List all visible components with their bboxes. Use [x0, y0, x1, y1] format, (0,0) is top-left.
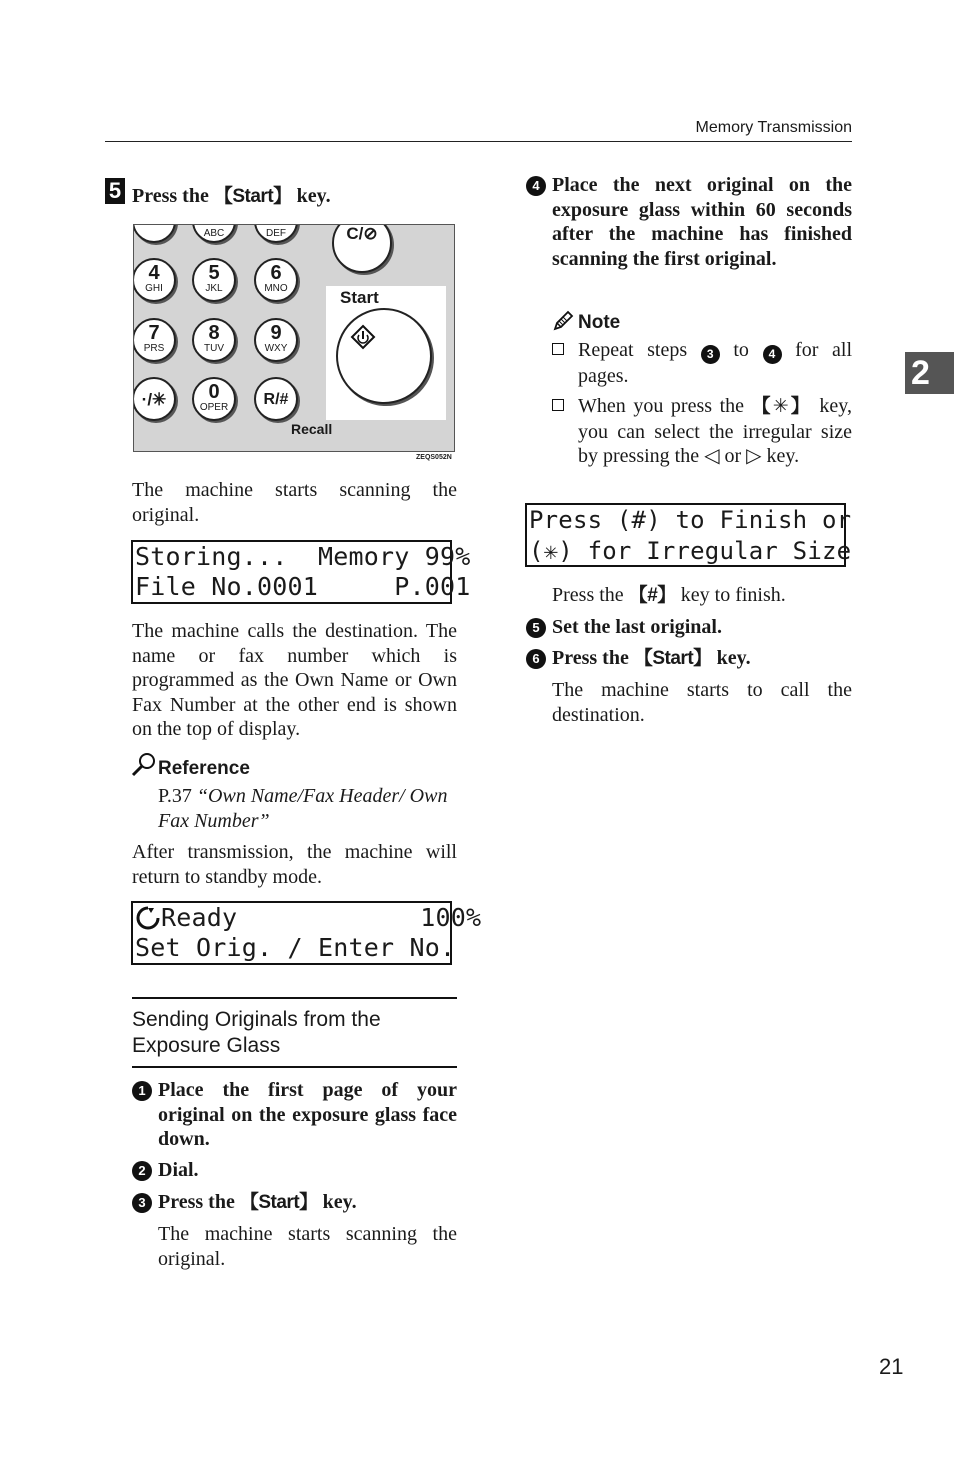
substep-2: 2 Dial. [132, 1158, 457, 1183]
start-diamond-icon [350, 324, 376, 350]
start-button-illustration [336, 308, 432, 404]
substep-1: 1 Place the first page of your original on the exposure glass face down. [132, 1078, 457, 1152]
key-8: 8 TUV [192, 318, 236, 362]
keypad-illustration [133, 224, 455, 452]
start-key-ref: 【Start】 [239, 1192, 318, 1213]
key-7: 7 PRS [133, 318, 176, 362]
chapter-tab: 2 [905, 352, 954, 394]
key-def: DEF [254, 224, 298, 243]
key-clear-stop: C/⊘ [332, 224, 392, 273]
checkbox-bullet-icon [552, 343, 564, 355]
key-partial [133, 224, 176, 243]
reference-link: P.37 “Own Name/Fax Header/ Own Fax Number” [158, 785, 448, 832]
substep-4: 4 Place the next original on the exposure glass within 60 seconds after the machine has finished scanning the first original. [526, 173, 852, 271]
key-6: 6 MNO [254, 258, 298, 302]
lcd-line: (✳) for Irregular Size [529, 537, 852, 565]
paragraph-finish: Press the 【#】 key to finish. [552, 584, 786, 606]
step-number: 6 [526, 649, 546, 669]
lcd-display-finish [525, 503, 852, 567]
lcd-line: Press (#) to Finish or [529, 506, 852, 534]
recall-label: Recall [291, 421, 333, 437]
note-heading: Note [578, 312, 621, 333]
lcd-display-ready [131, 901, 482, 965]
note-bullet-1: Repeat steps 3 to 4 for all pages. [552, 338, 852, 389]
section-rule-bottom [132, 1066, 457, 1068]
left-arrow-key-icon: ◁ [704, 445, 720, 467]
step-number: 4 [526, 176, 546, 196]
key-abc: ABC [192, 224, 236, 243]
start-key-ref: 【Start】 [633, 648, 712, 669]
step-number: 2 [132, 1161, 152, 1181]
magnifier-icon [131, 752, 157, 778]
page-number: 21 [879, 1354, 904, 1379]
substep-3: 3 Press the 【Start】 key. [132, 1190, 457, 1216]
paragraph-scanning: The machine starts scanning the original. [132, 479, 457, 526]
note-bullet-2: When you press the 【✳】 key, you can select the irregular size by pressing the ◁ or ▷ key. [552, 394, 852, 469]
pencil-icon [552, 310, 574, 332]
start-key-ref: 【Start】 [213, 186, 292, 207]
step-number: 5 [526, 618, 546, 638]
lcd-line: Ready 100% [161, 903, 482, 932]
substep-6: 6 Press the 【Start】 key. [526, 646, 852, 672]
section-rule-top [132, 997, 457, 999]
step-number-box: 5 [105, 178, 125, 204]
lcd-line: Set Orig. / Enter No. [135, 933, 456, 962]
section-heading: Sending Originals from the Exposure Glass [132, 1008, 381, 1057]
right-arrow-key-icon: ▷ [746, 445, 762, 467]
key-0: 0 OPER [192, 377, 236, 421]
paragraph-calls-destination: The machine calls the destination. The name or fax number which is programmed as the Own Name or Own Fax Number at the other end is shown on the top of display. [132, 620, 457, 740]
lcd-line: File No.0001 P.001 [135, 572, 471, 601]
key-9: 9 WXY [254, 318, 298, 362]
key-5: 5 JKL [192, 258, 236, 302]
star-key-ref: 【✳】 [751, 396, 812, 417]
substep-5: 5 Set the last original. [526, 615, 852, 640]
paragraph-scanning-2: The machine starts scanning the original. [158, 1223, 457, 1270]
key-recall-hash: R/# [254, 377, 298, 421]
hash-key-ref: 【#】 [628, 585, 676, 606]
key-tone-star: ·/✳ [133, 377, 176, 421]
paragraph-call-destination: The machine starts to call the destination. [552, 679, 852, 726]
key-4: 4 GHI [133, 258, 176, 302]
start-panel [326, 286, 446, 420]
lcd-display-storing [131, 540, 471, 604]
figure-code: ZEQS052N [416, 454, 452, 461]
reference-heading: Reference [158, 758, 250, 779]
checkbox-bullet-icon [552, 399, 564, 411]
step-number: 3 [132, 1193, 152, 1213]
start-label: Start [340, 288, 379, 307]
running-header: Memory Transmission [695, 119, 852, 136]
step-number: 1 [132, 1081, 152, 1101]
lcd-line: Storing... Memory 99% [135, 542, 471, 571]
paragraph-standby: After transmission, the machine will return to standby mode. [132, 841, 457, 888]
step-5-instruction: Press the 【Start】 key. [132, 185, 331, 207]
header-rule [105, 141, 852, 142]
ready-indicator-icon [135, 905, 161, 931]
